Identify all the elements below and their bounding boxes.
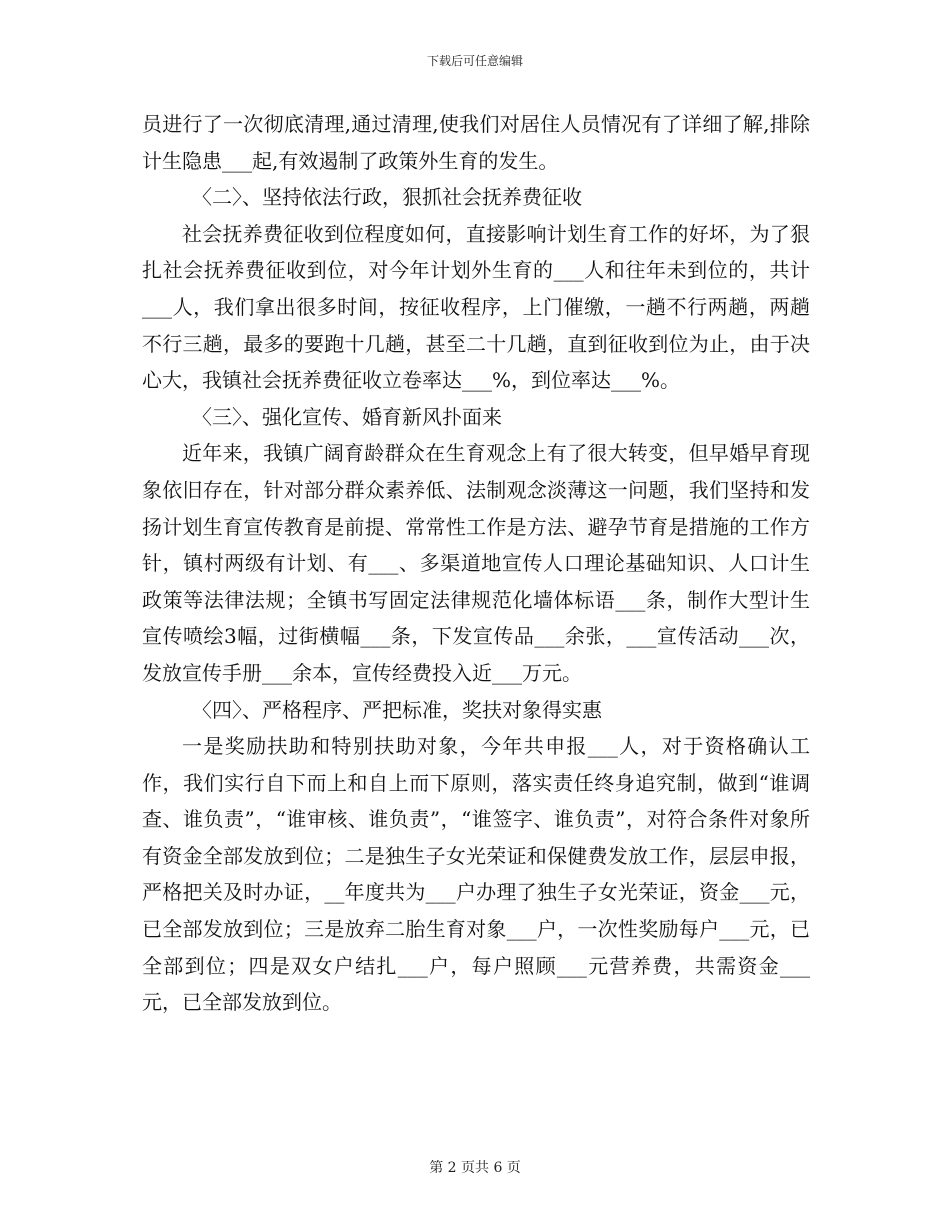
paragraph-rewards: 一是奖励扶助和特别扶助对象，今年共申报___人，对于资格确认工作，我们实行自下而上和自上而下原则，落实责任终身追究制，做到“谁调查、谁负责”，“谁审核、谁负责”，“谁签字、谁负责”，对符合条件对象所有资金全部发放到位；二是独生子女光荣证和保健费发放工作，层层申报，严格把关及时办证，__年度共为___户办理了独生子女光荣证，资金___元，已全部发放到位；三是放弃二胎生育对象___户，一次性奖励每户___元，已全部到位；四是双女户结扎___户，每户照顾___元营养费，共需资金___元，已全部发放到位。: [142, 734, 810, 1015]
paragraph-publicity: 近年来，我镇广阔育龄群众在生育观念上有了很大转变，但早婚早育现象依旧存在，针对部分群众素养低、法制观念淡薄这一问题，我们坚持和发扬计划生育宣传教育是前提、常常性工作是方法、避孕节育是措施的工作方针，镇村两级有计划、有___、多渠道地宣传人口理论基础知识、人口计生政策等法律法规；全镇书写固定法律规范化墙体标语___条，制作大型计生宣传喷绘3幅，过街横幅___条，下发宣传品___余张，___宣传活动___次，发放宣传手册___余本，宣传经费投入近___万元。: [142, 441, 810, 685]
paragraph-social-fee: 社会抚养费征收到位程度如何，直接影响计划生育工作的好坏，为了狠扎社会抚养费征收到位，对今年计划外生育的___人和往年未到位的，共计___人，我们拿出很多时间，按征收程序，上门催缴，一趟不行两趟，两趟不行三趟，最多的要跑十几趟，甚至二十几趟，直到征收到位为止，由于决心大，我镇社会抚养费征收立卷率达___%，到位率达___%。: [142, 221, 810, 393]
section-heading-3: 〈三〉、强化宣传、婚育新风扑面来: [192, 404, 502, 429]
page-header: 下载后可任意编辑: [426, 54, 523, 68]
page-number: 第 2 页共 6 页: [429, 1160, 521, 1176]
paragraph-continued: 员进行了一次彻底清理,通过清理,使我们对居住人员情况有了详细了解,排除计生隐患___起,有效遏制了政策外生育的发生。: [142, 112, 810, 173]
section-heading-4: 〈四〉、严格程序、严把标准，奖扶对象得实惠: [192, 697, 602, 722]
document-body: [142, 106, 810, 1021]
section-heading-2: 〈二〉、坚持依法行政，狠抓社会抚养费征收: [192, 185, 582, 210]
